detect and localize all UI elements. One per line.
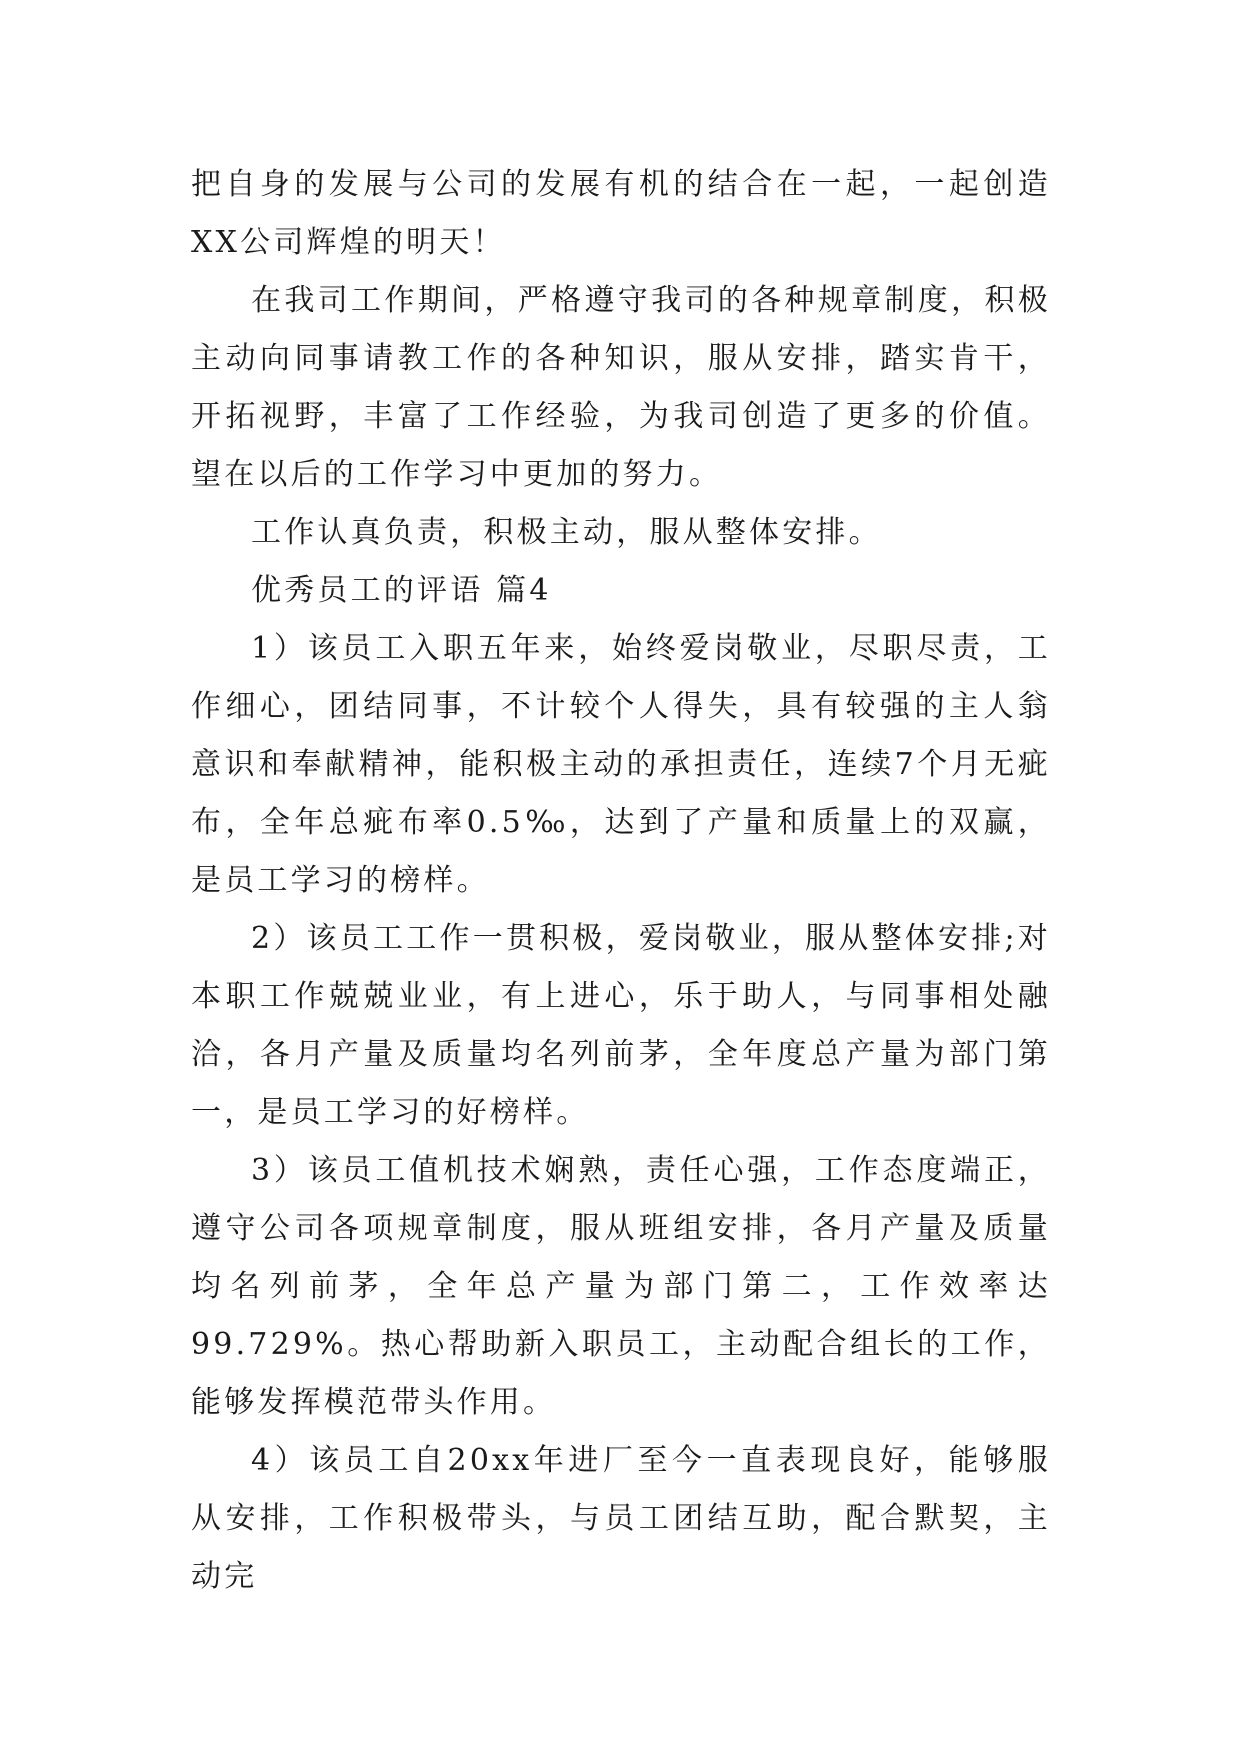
paragraph-item-2: 2）该员工工作一贯积极，爱岗敬业，服从整体安排;对本职工作兢兢业业，有上进心，乐于助人，与同事相处融洽，各月产量及质量均名列前茅，全年度总产量为部门第一，是员工学习的好榜样。 <box>191 921 1051 1130</box>
paragraph-continuation: 把自身的发展与公司的发展有机的结合在一起，一起创造XX公司辉煌的明天！ <box>191 167 1051 260</box>
paragraph-responsible: 工作认真负责，积极主动，服从整体安排。 <box>251 515 882 550</box>
section-heading: 优秀员工的评语 篇4 <box>251 573 552 608</box>
paragraph-item-1: 1）该员工入职五年来，始终爱岗敬业，尽职尽责，工作细心，团结同事，不计较个人得失，具有较强的主人翁意识和奉献精神，能积极主动的承担责任，连续7个月无疵布，全年总疵布率0.5‰，达到了产量和质量上的双赢，是员工学习的榜样。 <box>191 631 1051 898</box>
paragraph-work-period: 在我司工作期间，严格遵守我司的各种规章制度，积极主动向同事请教工作的各种知识，服从安排，踏实肯干，开拓视野，丰富了工作经验，为我司创造了更多的价值。望在以后的工作学习中更加的努力。 <box>191 283 1051 492</box>
paragraph-item-3: 3）该员工值机技术娴熟，责任心强，工作态度端正，遵守公司各项规章制度，服从班组安排，各月产量及质量均名列前茅，全年总产量为部门第二，工作效率达99.729%。热心帮助新入职员工，主动配合组长的工作，能够发挥模范带头作用。 <box>191 1153 1051 1420</box>
paragraph-item-4: 4）该员工自20xx年进厂至今一直表现良好，能够服从安排，工作积极带头，与员工团结互助，配合默契，主动完 <box>191 1443 1051 1594</box>
document-page <box>191 156 1051 1606</box>
